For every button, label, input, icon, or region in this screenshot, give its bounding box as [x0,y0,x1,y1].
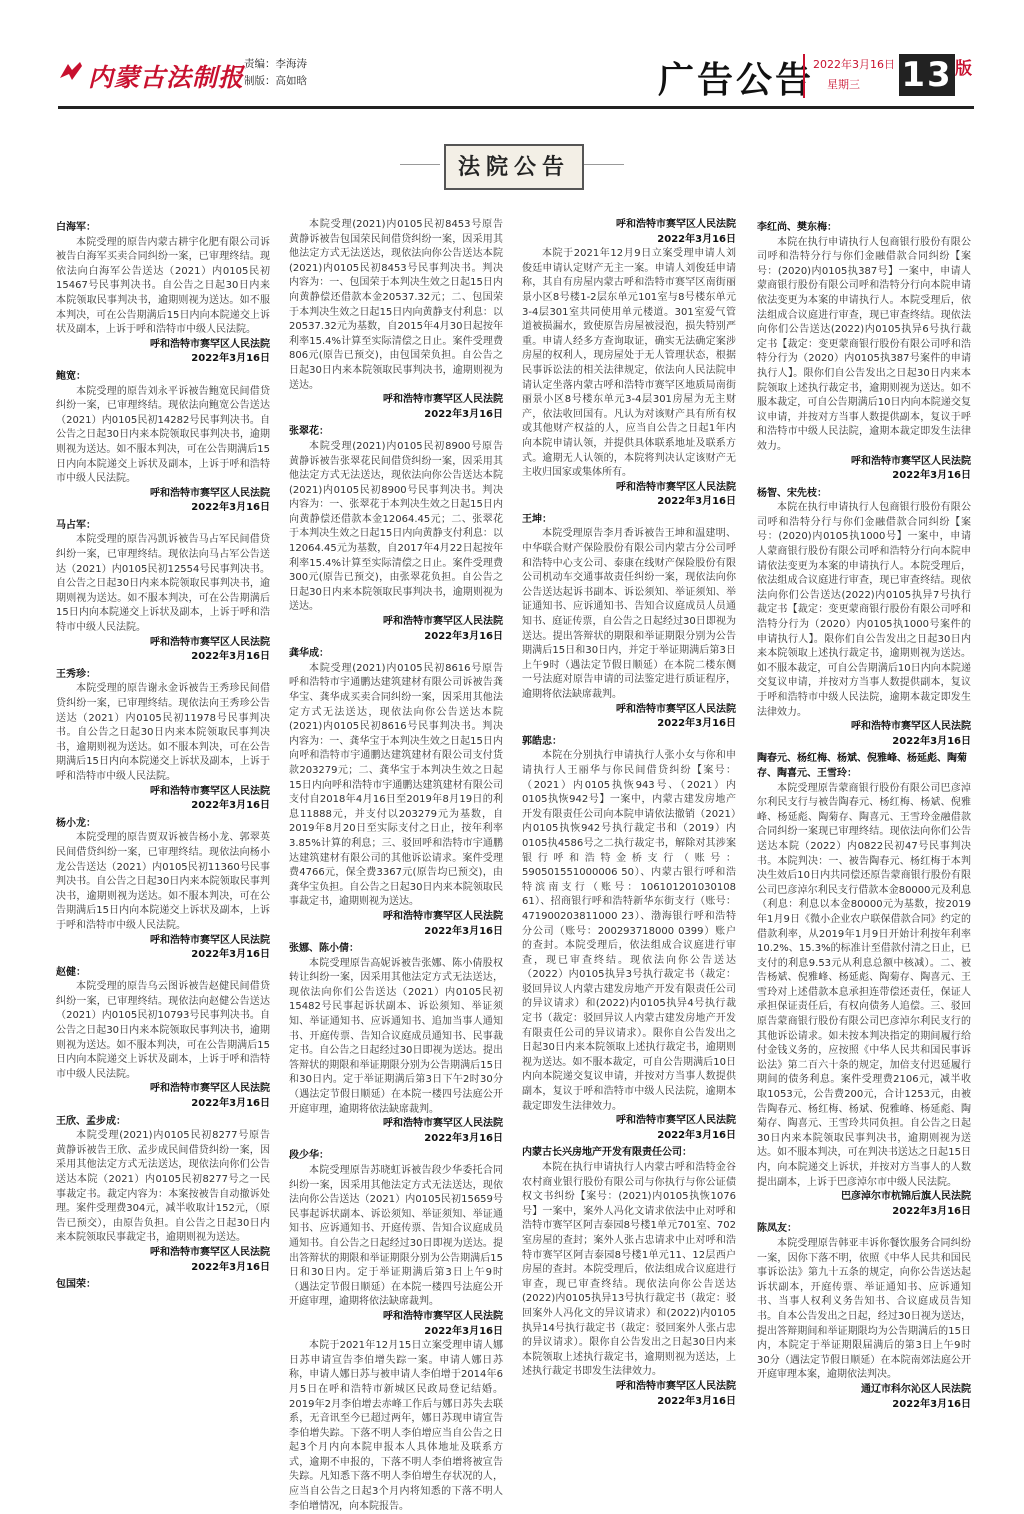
notice-court: 呼和浩特市赛罕区人民法院 [616,703,736,715]
notice-body: 本院受理的原告贾双诉被告杨小龙、郭翠英民间借贷纠纷一案，已审理终结。现依法向杨小龙公告送达（2021）内0105民初11360号民事判决书。自公告之日起30日内来本院领取民事判决书，逾期则视为送达。如不服本判决，可在公告期满后15日内向本院递交上诉状及副本，上诉于呼和浩特市中级人民法院。 [56,832,270,931]
notice-date: 2022年3月16日 [892,1398,971,1410]
notice-body: 本院受理原告苏晓虹诉被告段少华委托合同纠纷一案，因采用其他法定方式无法送达，现依法向你公告送达（2021）内0105民初15659号民事起诉状副本、诉讼须知、举证须知、举证通知书、应诉通知书、开庭传票、告知合议庭成员通知书。自公告之日起经过30日即视为送达。提出答辩状的期限和举证期限分别为公告期满后15日和30日内。定于举证期满后第3日上午9时（遇法定节假日顺延）在本院一楼四号法庭公开开庭审理，逾期将依法缺席裁判。 [289,1165,503,1308]
notice-body: 本院于2021年12月9日立案受理申请人刘俊廷申请认定财产无主一案。申请人刘俊廷申请称，其自有房屋内蒙古呼和浩特市赛罕区南街丽景小区8号楼1-2层东单元101室与8号楼东单元3-4层301室共同使用单元楼道。301室爱气管道被损漏水，致使原告房屋被浸泡，损失特别严重。申请人经多方查询取证，确实无法确定案涉房屋的权利人，现房屋处于无人管理状态，根据民事诉讼法的相关法律规定，依法向人民法院申请认定坐落内蒙古呼和浩特市赛罕区地质局南街丽景小区8号楼东单元3-4层301房屋为无主财产，依法收回国有。凡认为对该财产具有所有权或其他财产权益的人，应当自公告之日起1年内向本院申请认领，并提供具体联系地址及联系方式。逾期无人认领的，本院将判决认定该财产无主收归国家或集体所有。 [522,248,736,479]
notice-date: 2022年3月16日 [191,1261,270,1273]
notice-addressee: 马占军： [56,519,96,531]
notice-court: 呼和浩特市赛罕区人民法院 [616,1380,736,1392]
notice-date: 2022年3月16日 [657,718,736,730]
notice-date: 2022年3月16日 [424,1325,503,1337]
notice-addressee: 内蒙古长兴房地产开发有限责任公司： [522,1147,692,1159]
notice-court: 呼和浩特市赛罕区人民法院 [150,785,270,797]
notice-court: 呼和浩特市赛罕区人民法院 [383,394,503,406]
notice-addressee: 白海军： [56,222,96,233]
section-title: 广告公告 [658,60,815,101]
producer-name: 制版：高如晗 [244,75,307,87]
notice-body: 本院受理(2021)内0105民初8900号原告黄静诉被告张翠花民间借贷纠纷一案，因采用其他法定方式无法送达，现依法向你公告送达本院(2021)内0105民初8900号民事判决书。判决内容为：一、张翠花于本判决生效之日起15日内向黄静偿还借款本金12064.45元；二、张翠花于本判决生效之日起15日内向黄静支付利息：以12064.45元为基数，自2017年4月22日起按年利率15.4%计算至实际清偿之日止。案件受理费300元(原告已预交)，由张翠花负担。自公告之日起30日内来本院领取民事判决书，逾期则视为送达。 [289,440,503,613]
page-header [58,50,974,106]
notice-body: 本院受理的原告内蒙古耕宇化肥有限公司诉被告白海军买卖合同纠纷一案，已审理终结。现依法向白海军公告送达（2021）内0105民初15467号民事判决书。自公告之日起30日内来本院领取民事判决书，逾期则视为送达。如不服本判决，可在公告期满后15日内向本院递交上诉状及副本，上诉于呼和浩特市中级人民法院。 [56,236,270,336]
notice-date: 2022年3月16日 [657,1129,736,1141]
notice-body: 本院在执行申请执行人包商银行股份有限公司呼和浩特分行与你们金融借款合同纠纷【案号：(2020)内0105执1000号】一案中，申请人蒙商银行股份有限公司呼和浩特分行向本院申请依法变更为本案的申请执行人。本院受理后，依法组成合议庭进行审查，现已审查终结。现依法向你们公告送达(2022)内0105执异7号执行裁定书【裁定：变更蒙商银行股份有限公司呼和浩特分行为（2020）内0105执1000号案件的申请执行人】。限你们自公告发出之日起30日内来本院领取上述执行裁定书，逾期则视为送达。如不服本裁定，可自公告期满后10日内向本院递交复议申请，并按对方当事人数提供副本，复议于呼和浩特市中级人民法院，逾期本裁定即发生法律效力。 [757,502,971,718]
notice-addressee: 杨小龙： [56,817,96,829]
notice-date: 2022年3月16日 [657,496,736,508]
notice-court: 呼和浩特市赛罕区人民法院 [150,487,270,499]
notice-court: 通辽市科尔沁区人民法院 [861,1383,971,1395]
banner-rule-right [584,164,624,165]
notice-date: 2022年3月16日 [892,470,971,482]
notice-body: 本院在执行申请执行人内蒙古呼和浩特金谷农村商业银行股份有限公司与你执行与你公证债权文书纠纷【案号：(2021)内0105执恢1076号】一案中，案外人冯化文请求依法中止对呼和浩特市赛罕区阿吉泰园8号楼1单元701室、702室房屋的查封；案外人张占忠请求中止对呼和浩特市赛罕区阿吉泰园8号楼1单元11、12层西户房屋的查封。本院受理后，依法组成合议庭进行审查，现已审查终结。现依法向你公告送达(2022)内0105执异13号执行裁定书（裁定：驳回案外人冯化文的异议请求）和(2022)内0105执异14号执行裁定书（裁定：驳回案外人张占忠的异议请求）。限你自公告发出之日起30日内来本院领取上述执行裁定书，逾期则视为送达，上述执行裁定书即发生法律效力。 [522,1162,736,1378]
notice-date: 2022年3月16日 [424,630,503,642]
notice-body: 本院在分别执行申请执行人张小女与你和申请执行人王丽华与你民间借贷纠纷【案号：（2021）内0105执恢943号、（2021）内0105执恢942号】一案中，内蒙古建发房地产开发有限责任公司向本院申请依法撤销（2021）内0105执恢942号执行裁定书和（2019）内0105执4586号之二执行裁定书，解除对其涉案银行呼和浩特金桥支行（账号：590501551000006 50）、内蒙古银行呼和浩特滨南支行（账号：106101201030108 61）、招商银行呼和浩特新华东街支行（账号：471900203811000 23）、渤海银行呼和浩特分公司（账号：200293718000 0399）账户的查封。本院受理后，依法组成合议庭进行审查，现已审查终结。现依法向你公告送达（2022）内0105执异3号执行裁定书（裁定：驳回异议人内蒙古建发房地产开发有限责任公司的异议请求）和(2022)内0105执异4号执行裁定书（裁定：驳回异议人内蒙古建发房地产开发有限责任公司的异议请求）。限你自公告发出之日起30日内来本院领取上述执行裁定书，逾期则视为送达。如不服本裁定，可自公告期满后10日内向本院递交复议申请，并按对方当事人数提供副本，复议于呼和浩特市中级人民法院，逾期本裁定即发生法律效力。 [522,750,736,1112]
notice-date: 2022年3月16日 [191,1098,270,1110]
column-3 [522,218,736,1409]
notice-body: 本院受理原告高妮诉被告张娜、陈小倩股权转让纠纷一案，因采用其他法定方式无法送达，现依法向你们公告送达（2021）内0105民初15482号民事起诉状副本、诉讼须知、举证须知、举证通知书、应诉通知书、追加当事人通知书、开庭传票、告知合议庭成员通知书、民事裁定书。自公告之日起经过30日即视为送达。提出答辩状的期限和举证期限分别为公告期满后15日和30日内。定于举证期满后第3日下午2时30分（遇法定节假日顺延）在本院一楼四号法庭公开开庭审理，逾期将依法缺席裁判。 [289,957,503,1115]
notice-body: 本院受理原告蒙商银行股份有限公司巴彦淖尔利民支行与被告陶春元、杨红梅、杨斌、倪雅峰、杨延彪、陶菊存、陶喜元、王雪玲金融借款合同纠纷一案现已审理终结。现依法向你们公告送达本院（2022）内0822民初47号民事判决书。本院判决：一、被告陶春元、杨红梅于本判决生效后10日内共同偿还原告蒙商银行股份有限公司巴彦淖尔利民支行借款本金80000元及利息（利息：利息以本金80000元为基数，按2019年1月9日《微小企业农户联保借款合同》约定的借款利率，从2019年1月9日开始计利按年利率10.2%、15.3%的标准计至借款付清之日止，已支付的利息9.53元从利息总额中核减）。二、被告杨斌、倪雅峰、杨延彪、陶菊存、陶喜元、王雪玲对上述借款本息承担连带偿还责任，保证人承担保证责任后，有权向债务人追偿。三、驳回原告蒙商银行股份有限公司巴彦淖尔利民支行的其他诉讼请求。如未按本判决指定的期间履行给付金钱义务的，应按照《中华人民共和国民事诉讼法》第二百六十条的规定，加倍支付迟延履行期间的债务利息。案件受理费2106元，减半收取1053元，公告费200元，合计1253元，由被告陶春元、杨红梅、杨斌、倪雅峰、杨延彪、陶菊存、陶喜元、王雪玲共同负担。自公告之日起30日内来本院领取民事判决书，逾期则视为送达。如不服本判决，可在判决书送达之日起15日内，向本院递交上诉状，并按对方当事人的人数提出副本，上诉于巴彦淖尔市中级人民法院。 [757,782,971,1188]
notice-court: 呼和浩特市赛罕区人民法院 [616,481,736,493]
notice-addressee: 张翠花： [289,426,329,438]
notice-date: 2022年3月16日 [892,735,971,747]
notice-addressee: 赵健： [56,966,86,978]
notice-date: 2022年3月16日 [424,925,503,937]
notice-date: 2022年3月16日 [191,651,270,663]
notice-addressee: 郭皓忠： [522,735,562,747]
column-4 [757,218,971,1412]
notice-body: 本院受理的原告刘永平诉被告鲍宽民间借贷纠纷一案，已审理终结。现依法向鲍宽公告送达（2021）内0105民初14282号民事判决书。自公告之日起30日内来本院领取民事判决书，逾期则视为送达。如不服本判决，可在公告期满后15日内向本院递交上诉状及副本，上诉于呼和浩特市中级人民法院。 [56,385,270,485]
notice-body: 本院受理的原告谢永金诉被告王秀珍民间借贷纠纷一案，已审理终结。现依法向王秀珍公告送达（2021）内0105民初11978号民事判决书。自公告之日起30日内来本院领取民事判决书，逾期则视为送达。如不服本判决，可在公告期满后15日内向本院递交上诉状及副本，上诉于呼和浩特市中级人民法院。 [56,683,270,782]
notice-addressee: 李红尚、樊东梅： [757,222,837,233]
page-label: 版 [955,59,972,79]
notice-date: 2022年3月16日 [892,1205,971,1217]
notice-addressee: 王秀珍： [56,668,96,680]
notice-date: 2022年3月16日 [191,502,270,514]
notice-body: 本院受理原告李月香诉被告王坤和温建明、中华联合财产保险股份有限公司内蒙古分公司呼和浩特中心支公司、泰康在线财产保险股份有限公司机动车交通事故责任纠纷一案，现依法向你公告送达起诉书副本、诉讼须知、举证须知、举证通知书、应诉通知书、告知合议庭成员人员通知书、庭证传票，自公告之日起经过30日即视为送达。提出答辩状的期限和举证期限分别为公告期满后15日和30日内，并定于举证期满后第3日上午9时（遇法定节假日顺延）在本院二楼东侧一号法庭对原告申请的司法鉴定进行质证程序，逾期将依法缺席裁判。 [522,528,736,700]
notice-court: 巴彦淖尔市杭锦后旗人民法院 [841,1191,971,1203]
notice-court: 呼和浩特市赛罕区人民法院 [150,1083,270,1095]
notice-court: 呼和浩特市赛罕区人民法院 [383,1118,503,1130]
notice-date: 2022年3月16日 [657,233,736,245]
notice-body: 本院受理(2021)内0105民初8616号原告呼和浩特市宇通鹏达建筑建材有限公司诉被告龚华宝、龚华成买卖合同纠纷一案，因采用其他法定方式无法送达，现依法向你公告送达本院(2021)内0105民初8616号民事判决书。判决内容为：一、龚华宝于本判决生效之日起15日内向呼和浩特市宇通鹏达建筑建材有限公司支付货款203279元；二、龚华宝于本判决生效之日起15日内向呼和浩特市宇通鹏达建筑建材有限公司支付自2018年4月16日至2019年8月19日的利息11888元，并支付以203279元为基数，自2019年8月20日至实际支付之日止，按年利率3.85%计算的利息；三、驳回呼和浩特市宇通鹏达建筑建材有限公司的其他诉讼请求。案件受理费4766元，保全费3367元(原告均已预交)，由龚华宝负担。自公告之日起30日内来本院领取民事裁定书，逾期则视为送达。 [289,662,503,908]
newspaper-logo-icon [58,60,84,82]
notice-body: 本院受理(2021)内0105民初8277号原告黄静诉被告王欣、孟步成民间借贷纠纷一案，因采用其他法定方式无法送达，现依法向你们公告送达本院（2021）内0105民初8277号之一民事裁定书。裁定内容为：本案按被告自动撤诉处理。案件受理费304元，减半收取计152元，（原告已预交），由原告负担。自公告之日起30日内来本院领取民事裁定书，逾期则视为送达。 [56,1130,270,1244]
notice-addressee: 龚华成： [289,648,329,660]
column-1 [56,218,270,1293]
notice-court: 呼和浩特市赛罕区人民法院 [383,910,503,922]
notice-body: 本院在执行申请执行人包商银行股份有限公司呼和浩特分行与你们金融借款合同纠纷【案号：(2020)内0105执387号】一案中，申请人蒙商银行股份有限公司呼和浩特分行向本院申请依法变更为本案的申请执行人。本院受理后，依法组成合议庭进行审查，现已审查终结。现依法向你们公告送达(2022)内0105执异6号执行裁定书【裁定：变更蒙商银行股份有限公司呼和浩特分行为（2020）内0105执387号案件的申请执行人】。限你们自公告发出之日起30日内来本院领取上述执行裁定书，逾期则视为送达。如不服本裁定，可自公告期满后10日内向本院递交复议申请，并按对方当事人数提供副本，复议于呼和浩特市中级人民法院，逾期本裁定即发生法律效力。 [757,236,971,452]
notice-addressee: 陶春元、杨红梅、杨斌、倪雅峰、杨延彪、陶菊存、陶喜元、王雪玲： [757,753,967,779]
header-rule [58,106,974,109]
notice-court: 呼和浩特市赛罕区人民法院 [851,721,971,733]
issue-date: 2022年3月16日 [813,58,895,71]
issue-date-box [803,54,901,98]
editor-credits [244,56,307,90]
notice-addressee: 王坤： [522,513,552,525]
notice-date: 2022年3月16日 [424,1132,503,1144]
notice-court: 呼和浩特市赛罕区人民法院 [383,616,503,628]
notice-addressee: 包国荣： [56,1279,96,1291]
notice-date: 2022年3月16日 [191,800,270,812]
notice-date: 2022年3月16日 [424,408,503,420]
notice-court: 呼和浩特市赛罕区人民法院 [616,1115,736,1127]
notice-court: 呼和浩特市赛罕区人民法院 [150,934,270,946]
notice-body: 本院于2021年12月15日立案受理申请人娜日苏申请宣告李伯增失踪一案。申请人娜日苏称，申请人娜日苏与被申请人李伯增于2014年6月5日在呼和浩特市新城区民政局登记结婚。2019年2月李伯增去赤峰工作后与娜日苏失去联系，无音讯至今已超过两年，娜日苏现申请宣告李伯增失踪。下落不明人李伯增应当自公告之日起3个月内向本院申报本人具体地址及联系方式，逾期不申报的，下落不明人李伯增将被宣告失踪。凡知悉下落不明人李伯增生存状况的人，应当自公告之日起3个月内将知悉的下落不明人李伯增情况，向本院报告。 [289,1340,503,1512]
notice-body: 本院受理的原告乌云图诉被告赵健民间借贷纠纷一案，已审理终结。现依法向赵健公告送达（2021）内0105民初10793号民事判决书。自公告之日起30日内来本院领取民事判决书，逾期则视为送达。如不服本判决，可在公告期满后15日内向本院递交上诉状及副本，上诉于呼和浩特市中级人民法院。 [56,981,270,1080]
section-banner [400,140,624,192]
notice-court: 呼和浩特市赛罕区人民法院 [150,636,270,648]
banner-rule-left [400,164,440,165]
notice-date: 2022年3月16日 [191,353,270,365]
editor-name: 责编：李海涛 [244,58,307,70]
issue-weekday: 星期三 [827,78,860,91]
notice-date: 2022年3月16日 [657,1395,736,1407]
notice-addressee: 张娜、陈小倩： [289,943,359,955]
notice-court: 呼和浩特市赛罕区人民法院 [150,338,270,350]
notice-addressee: 鲍宽： [56,370,86,382]
notice-court: 呼和浩特市赛罕区人民法院 [616,219,736,230]
notice-body: 本院受理(2021)内0105民初8453号原告黄静诉被告包国荣民间借贷纠纷一案，因采用其他法定方式无法送达，现依法向你公告送达本院(2021)内0105民初8453号民事判决书。判决内容为：一、包国荣于本判决生效之日起15日内向黄静偿还借款本金20537.32元；二、包国荣于本判决生效之日起15日内向黄静支付利息：以20537.32元为基数，自2015年4月30日起按年利率15.4%计算至实际清偿之日止。案件受理费806元(原告已预交)，由包国荣负担。自公告之日起30日内来本院领取民事判决书，逾期则视为送达。 [289,219,503,391]
notice-body: 本院受理的原告冯凯诉被告马占军民间借贷纠纷一案，已审理终结。现依法向马占军公告送达（2021）内0105民初12554号民事判决书。自公告之日起30日内来本院领取民事判决书，逾期则视为送达。如不服本判决，可在公告期满后15日内向本院递交上诉状及副本，上诉于呼和浩特市中级人民法院。 [56,534,270,634]
column-2 [289,218,503,1514]
notice-body: 本院受理原告韩亚丰诉你餐饮服务合同纠纷一案，因你下落不明，依照《中华人民共和国民事诉讼法》第九十五条的规定，向你公告送达起诉状副本，开庭传票、举证通知书、应诉通知书、当事人权利义务告知书、合议庭成员告知书。自本公告发出之日起，经过30日视为送达，提出答辩期间和举证期限均为公告期满后的15日内，本院定于举证期限届满后的第3日上午9时30分（遇法定节假日顺延）在本院南郊法庭公开开庭审理本案，逾期依法判决。 [757,1237,971,1381]
notice-addressee: 杨智、宋先枝： [757,487,827,499]
notice-addressee: 陈凤友： [757,1223,797,1235]
banner-title: 法院公告 [444,144,584,190]
notice-addressee: 段少华： [289,1150,329,1162]
page-number: 13 [899,54,955,96]
notice-court: 呼和浩特市赛罕区人民法院 [851,455,971,467]
newspaper-logo: 内蒙古法制报 [88,63,245,92]
notice-court: 呼和浩特市赛罕区人民法院 [383,1310,503,1322]
notice-date: 2022年3月16日 [191,949,270,961]
notice-addressee: 王欣、孟步成： [56,1115,126,1127]
notice-court: 呼和浩特市赛罕区人民法院 [150,1246,270,1258]
